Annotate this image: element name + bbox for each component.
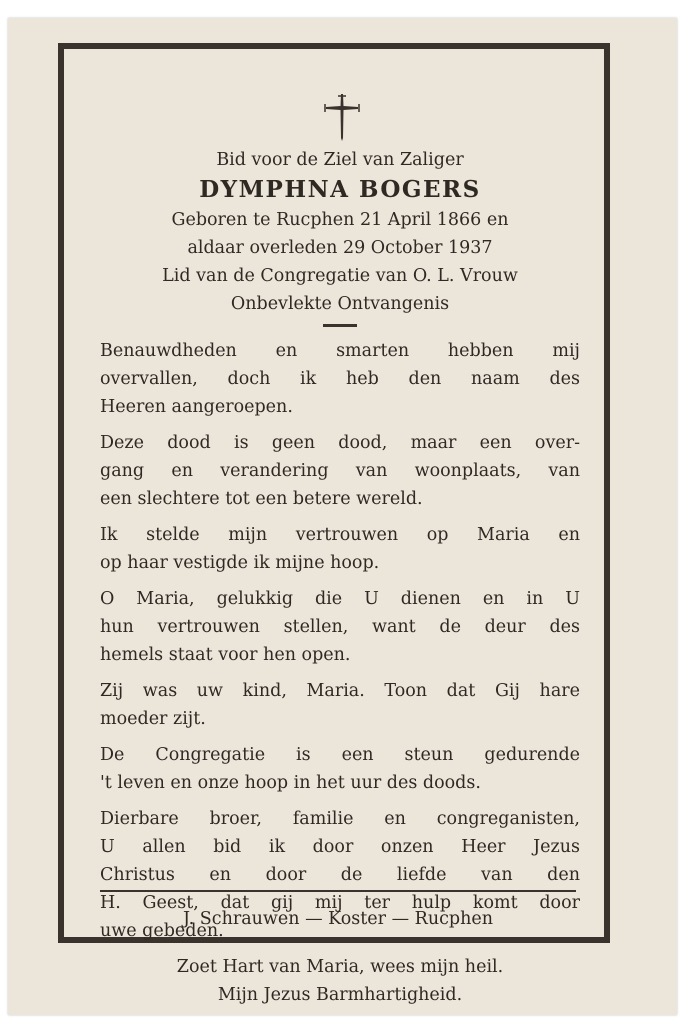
deceased-name: DYMPHNA BOGERS [199, 176, 481, 203]
prayer-intro: Bid voor de Ziel van Zaliger [216, 150, 464, 170]
text-line: Ik stelde mijn vertrouwen op Maria en [100, 525, 580, 545]
text-line: moeder zijt. [100, 709, 206, 729]
divider [323, 324, 357, 327]
text-line: Deze dood is geen dood, maar een over- [100, 433, 580, 453]
text-line: O Maria, gelukkig die U dienen en in U [100, 589, 580, 609]
paragraph [100, 585, 580, 669]
text-line: Christus en door de liefde van den [100, 865, 580, 885]
text-line: op haar vestigde ik mijne hoop. [100, 553, 380, 573]
paragraph [100, 521, 580, 577]
text-line: uwe gebeden. [100, 921, 224, 941]
paragraph [100, 677, 580, 733]
footer-divider [100, 890, 576, 892]
text-line: Zij was uw kind, Maria. Toon dat Gij hare [100, 681, 580, 701]
printer-credit: J. Schrauwen — Koster — Rucphen [183, 909, 493, 929]
text-line: Dierbare broer, familie en congreganisten, [100, 809, 580, 829]
closing-line-2: Mijn Jezus Barmhartigheid. [217, 985, 463, 1005]
death-line: aldaar overleden 29 October 1937 [187, 238, 493, 258]
text-line: Benauwdheden en smarten hebben mij [100, 341, 580, 361]
text-line: Heeren aangeroepen. [100, 397, 293, 417]
cross-icon [322, 92, 362, 142]
membership-line-1: Lid van de Congregatie van O. L. Vrouw [162, 266, 518, 286]
text-line: 't leven en onze hoop in het uur des doods. [100, 773, 481, 793]
paragraph [100, 429, 580, 513]
text-line: een slechtere tot een betere wereld. [100, 489, 423, 509]
text-line: hun vertrouwen stellen, want de deur des [100, 617, 580, 637]
paragraph [100, 337, 580, 421]
membership-line-2: Onbevlekte Ontvangenis [230, 294, 450, 314]
text-line: De Congregatie is een steun gedurende [100, 745, 580, 765]
text-line: overvallen, doch ik heb den naam des [100, 369, 580, 389]
text-line: U allen bid ik door onzen Heer Jezus [100, 837, 580, 857]
text-line: hemels staat voor hen open. [100, 645, 351, 665]
card-text [100, 146, 580, 1009]
text-line: H. Geest, dat gij mij ter hulp komt door [100, 893, 580, 913]
closing-line-1: Zoet Hart van Maria, wees mijn heil. [176, 957, 504, 977]
birth-line: Geboren te Rucphen 21 April 1866 en [171, 210, 509, 230]
paragraph [100, 741, 580, 797]
text-line: gang en verandering van woonplaats, van [100, 461, 580, 481]
